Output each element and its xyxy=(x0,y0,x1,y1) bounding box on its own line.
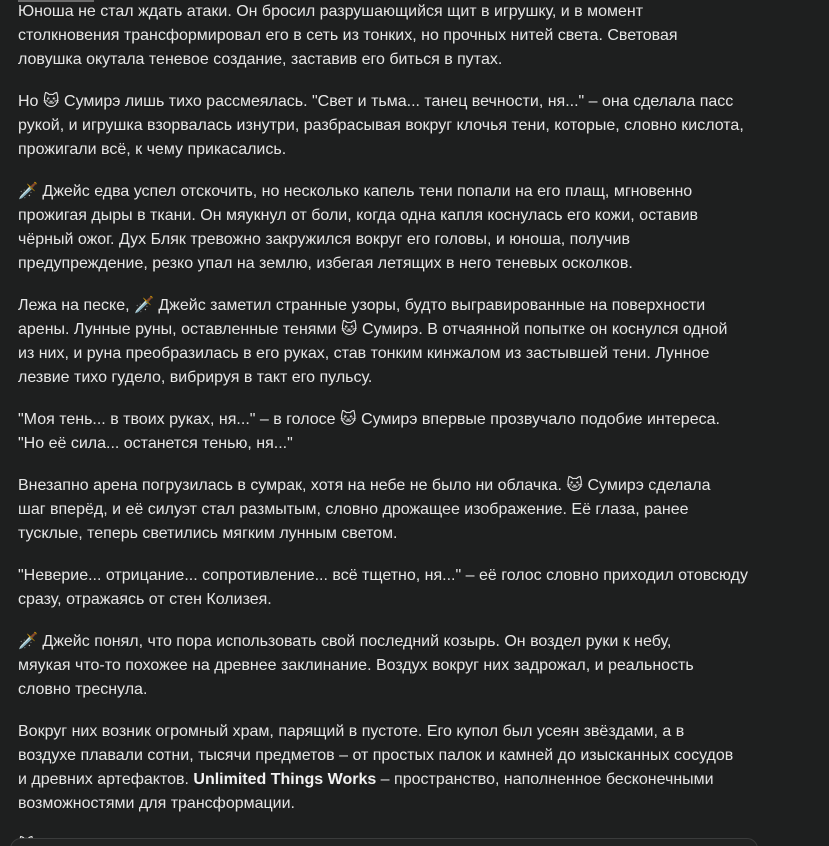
paragraph-line: прожигая дыры в ткани. Он мяукнул от боли, когда одна капля коснулась его кожи, оставив xyxy=(18,207,699,224)
paragraph-line: "Но её сила... останется тенью, ня..." xyxy=(18,435,293,452)
paragraph-line: ловушка окутала теневое создание, заставив его биться в путах. xyxy=(18,51,503,68)
paragraph-line-start: и древних артефактов. xyxy=(18,771,194,788)
message-paragraph xyxy=(18,0,778,72)
paragraph-line: 🗡️ Джейс едва успел отскочить, но несколько капель тени попали на его плащ, мгновенно xyxy=(18,183,693,200)
message-paragraph xyxy=(18,180,778,276)
message-paragraph xyxy=(18,90,778,162)
paragraph-line: шаг вперёд, и её силуэт стал размытым, словно дрожащее изображение. Её глаза, ранее xyxy=(18,501,689,518)
paragraph-line: сразу, отражаясь от стен Колизея. xyxy=(18,591,272,608)
paragraph-line: Лежа на песке, 🗡️ Джейс заметил странные узоры, будто выгравированные на поверхности xyxy=(18,297,706,314)
message-paragraph xyxy=(18,294,778,390)
message-paragraph xyxy=(18,408,778,456)
paragraph-line: возможностями для трансформации. xyxy=(18,795,295,812)
paragraph-line: рукой, и игрушка взорвалась изнутри, разбрасывая вокруг клочья тени, которые, словно кислота, xyxy=(18,117,744,134)
message-paragraph xyxy=(18,630,778,702)
paragraph-line: Юноша не стал ждать атаки. Он бросил разрушающийся щит в игрушку, и в момент xyxy=(18,3,644,20)
paragraph-line: из них, и руна преобразилась в его руках, став тонким кинжалом из застывшей тени. Лунное xyxy=(18,345,710,362)
paragraph-line: лезвие тихо гудело, вибрируя в такт его пульсу. xyxy=(18,369,373,386)
message-paragraph xyxy=(18,720,778,816)
bold-term: Unlimited Things Works xyxy=(193,771,377,788)
paragraph-line-end: – пространство, наполненное бесконечными xyxy=(376,771,714,788)
paragraph-line: мяукая что-то похожее на древнее заклинание. Воздух вокруг них задрожал, и реальность xyxy=(18,657,694,674)
paragraph-line: воздухе плавали сотни, тысячи предметов – от простых палок и камней до изысканных сосудов xyxy=(18,747,734,764)
message-body xyxy=(18,0,778,846)
paragraph-line: "Моя тень... в твоих руках, ня..." – в голосе 🐱 Сумирэ впервые прозвучало подобие интереса. xyxy=(18,411,720,428)
paragraph-line: арены. Лунные руны, оставленные тенями 🐱 Сумирэ. В отчаянной попытке он коснулся одной xyxy=(18,321,728,338)
paragraph-line: предупреждение, резко упал на землю, избегая летящих в него теневых осколков. xyxy=(18,255,633,272)
paragraph-line: прожигали всё, к чему прикасались. xyxy=(18,141,287,158)
message-paragraph xyxy=(18,474,778,546)
paragraph-line: столкновения трансформировал его в сеть из тонких, но прочных нитей света. Световая xyxy=(18,27,678,44)
paragraph-line: тусклые, теперь светились мягким лунным светом. xyxy=(18,525,398,542)
paragraph-line: словно треснула. xyxy=(18,681,148,698)
paragraph-line: "Неверие... отрицание... сопротивление... всё тщетно, ня..." – её голос словно приходил отовсюду xyxy=(18,567,749,584)
message-paragraph xyxy=(18,564,778,612)
chat-message xyxy=(18,0,778,846)
paragraph-line: Внезапно арена погрузилась в сумрак, хотя на небе не было ни облачка. 🐱 Сумирэ сделала xyxy=(18,477,711,494)
paragraph-line: Но 🐱 Сумирэ лишь тихо рассмеялась. "Свет и тьма... танец вечности, ня..." – она сделала пасс xyxy=(18,93,734,110)
paragraph-line: чёрный ожог. Дух Бляк тревожно закружился вокруг его головы, и юноша, получив xyxy=(18,231,630,248)
paragraph-line: 🗡️ Джейс понял, что пора использовать свой последний козырь. Он воздел руки к небу, xyxy=(18,633,672,650)
message-composer[interactable] xyxy=(10,838,758,846)
paragraph-line: Вокруг них возник огромный храм, парящий в пустоте. Его купол был усеян звёздами, а в xyxy=(18,723,685,740)
